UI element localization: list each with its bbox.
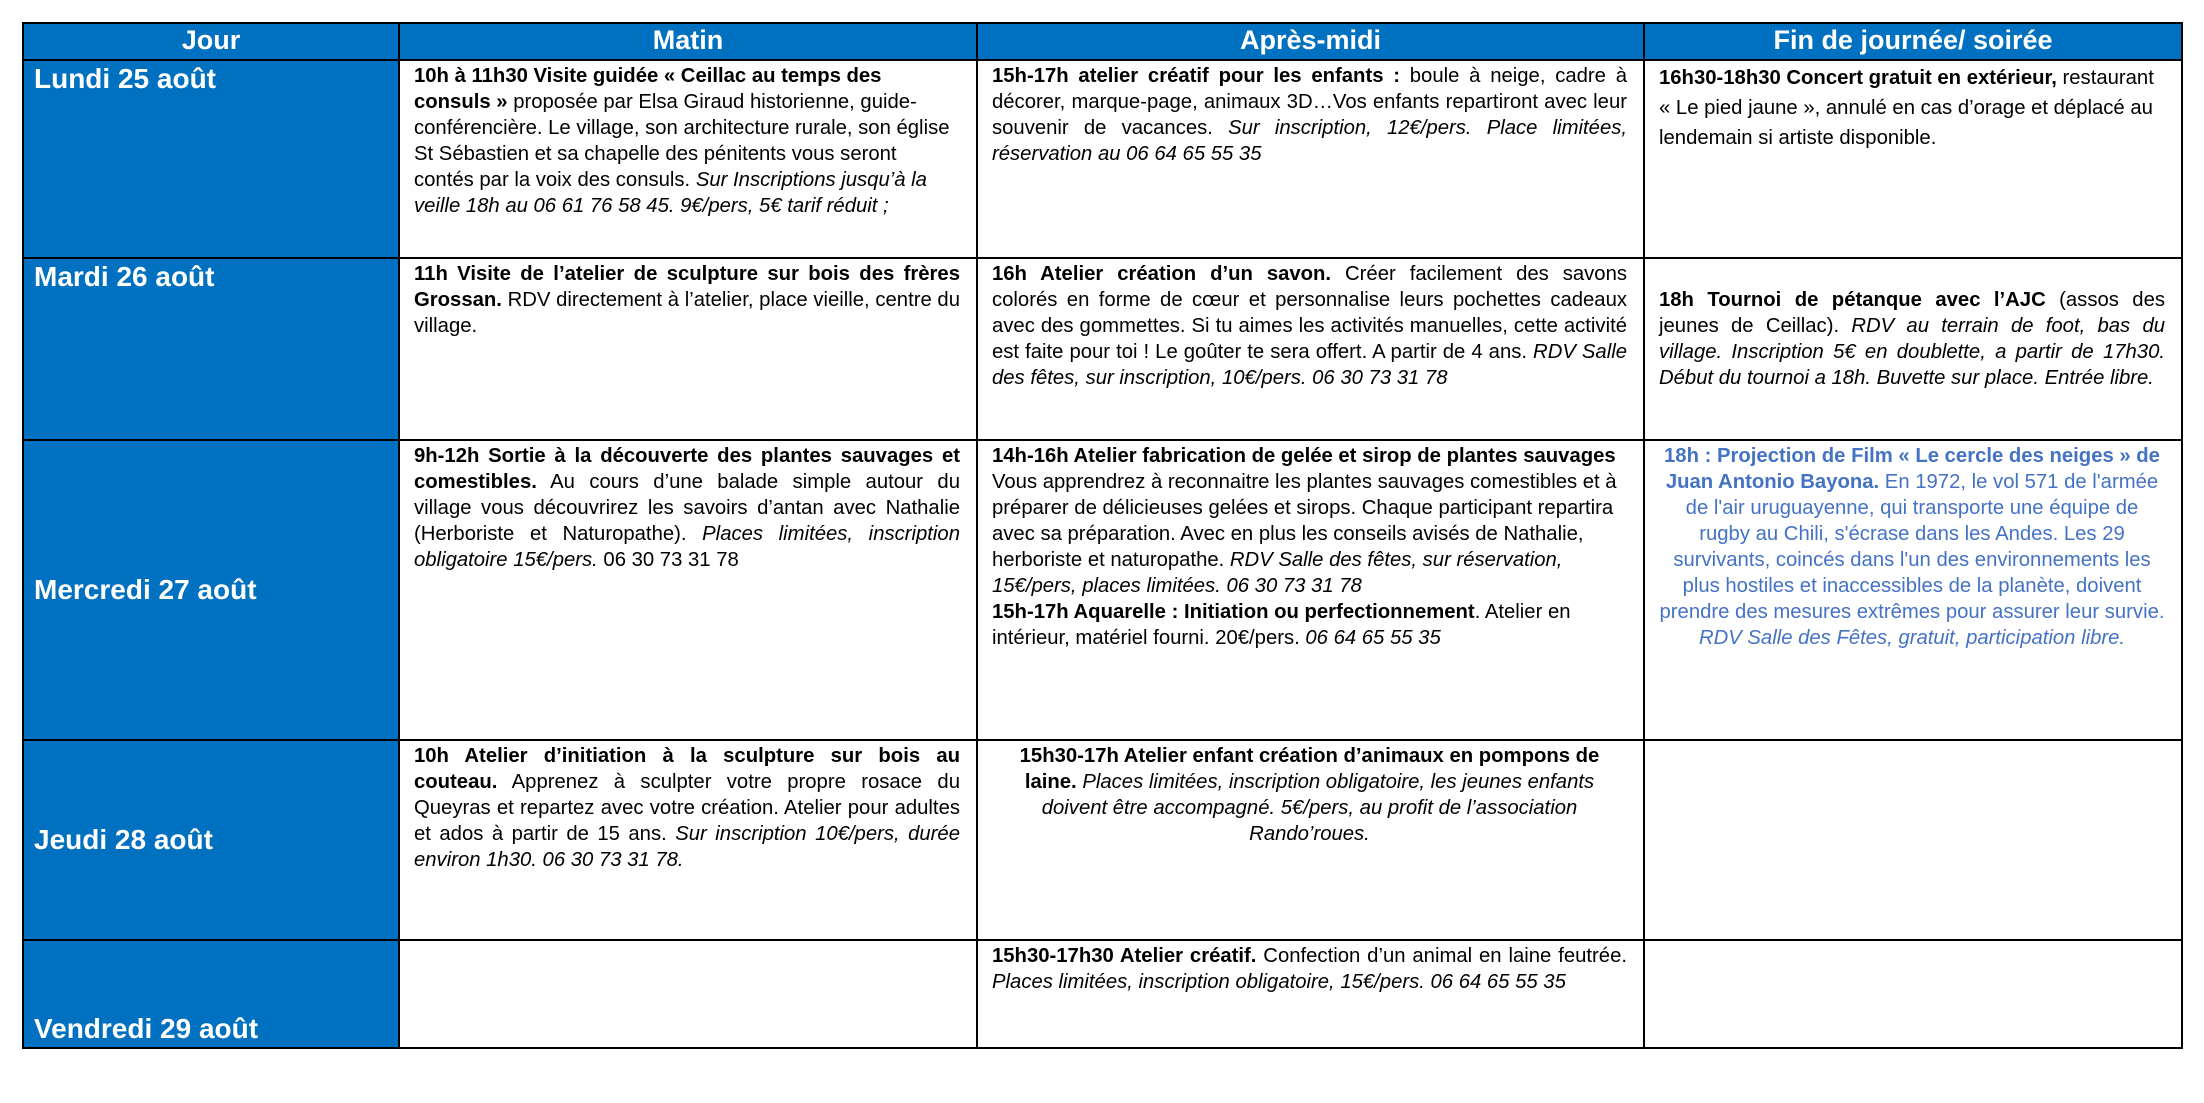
event-text: [1645, 61, 2181, 159]
text-run: Apprenez à sculpter votre propre rosace du Queyras et repartez avec votre création. Atelier pour adultes et ados à partir de 15 ans.: [414, 771, 960, 845]
cell-vendredi-apres-midi: [977, 940, 1644, 1048]
day-cell: [23, 258, 399, 440]
text-run: Sur inscription 10€/pers, durée environ 1h30. 06 30 73 31 78.: [414, 823, 960, 871]
header-apres-midi: Après-midi: [977, 23, 1644, 60]
text-run: 9h-12h Sortie à la découverte des plantes sauvages et comestibles.: [414, 445, 960, 493]
event-text: [400, 259, 976, 345]
cell-jeudi-soiree: [1644, 740, 2182, 940]
cell-mardi-apres-midi: [977, 258, 1644, 440]
text-run: 16h30-18h30 Concert gratuit en extérieur,: [1659, 67, 2057, 89]
day-cell: [23, 440, 399, 740]
header-soiree: Fin de journée/ soirée: [1644, 23, 2182, 60]
day-cell: [23, 740, 399, 940]
event-text: [978, 941, 1643, 1001]
row-vendredi: [23, 940, 2182, 1048]
schedule-table: [22, 22, 2183, 1049]
text-run: Sur inscription, 12€/pers. Place limitées, réservation au 06 64 65 55 35: [992, 117, 1628, 165]
cell-vendredi-matin: [399, 940, 977, 1048]
day-label: Jeudi 28 août: [34, 824, 213, 855]
cell-mercredi-soiree: [1644, 440, 2182, 740]
header-matin: Matin: [399, 23, 977, 60]
text-run: . Atelier en intérieur, matériel fourni. 20€/pers.: [992, 601, 1571, 649]
text-run: Sur Inscriptions jusqu’à la veille 18h au 06 61 76 58 45. 9€/pers, 5€ tarif réduit ;: [414, 169, 927, 217]
event-text: [400, 741, 976, 879]
text-run: 15h30-17h Atelier enfant création d’animaux en pompons de laine.: [1019, 745, 1600, 793]
event-text: [1645, 285, 2181, 397]
day-label: Mercredi 27 août: [34, 574, 257, 605]
cell-lundi-soiree: [1644, 60, 2182, 258]
event-text: [400, 441, 976, 579]
text-run: Vous apprendrez à reconnaitre les plantes sauvages comestibles et à préparer de délicieuses gelées et sirops. Chaque participant repartira avec sa préparation. Avec en plus les conseils avisés de Nathalie, herboriste et naturopathe.: [992, 471, 1617, 571]
row-mardi: [23, 258, 2182, 440]
text-run: 14h-16h Atelier fabrication de gelée et sirop de plantes sauvages: [992, 445, 1616, 467]
text-run: RDV Salle des fêtes, sur réservation, 15€/pers, places limitées. 06 30 73 31 78: [992, 549, 1563, 597]
row-jeudi: [23, 740, 2182, 940]
text-run: Places limitées, inscription obligatoire 15€/pers.: [414, 523, 960, 571]
cell-lundi-apres-midi: [977, 60, 1644, 258]
row-lundi: [23, 60, 2182, 258]
day-cell: [23, 60, 399, 258]
day-label: Mardi 26 août: [34, 261, 215, 292]
cell-lundi-matin: [399, 60, 977, 258]
text-run: En 1972, le vol 571 de l'armée de l'air uruguayenne, qui transporte une équipe de rugby au Chili, s'écrase dans les Andes. Les 29 survivants, coincés dans l'un des environnements les plus hostiles et inaccessibles de la planète, doivent prendre des mesures extrêmes pour assurer leur survie.: [1659, 471, 2165, 623]
text-run: 18h : Projection de Film « Le cercle des neiges » de Juan Antonio Bayona.: [1664, 445, 2160, 493]
text-run: boule à neige, cadre à décorer, marque-page, animaux 3D…Vos enfants repartiront avec leur souvenir de vacances.: [992, 65, 1627, 139]
text-run: RDV Salle des Fêtes, gratuit, participation libre.: [1698, 627, 2126, 649]
text-run: restaurant « Le pied jaune », annulé en cas d’orage et déplacé au lendemain si artiste disponible.: [1659, 67, 2154, 149]
text-run: 10h à 11h30 Visite guidée « Ceillac au temps des consuls »: [414, 65, 882, 113]
text-run: 10h Atelier d’initiation à la sculpture sur bois au couteau.: [414, 745, 960, 793]
cell-jeudi-apres-midi: [977, 740, 1644, 940]
row-mercredi: [23, 440, 2182, 740]
text-run: 18h Tournoi de pétanque avec l’AJC: [1659, 289, 2046, 311]
text-run: 15h-17h Aquarelle : Initiation ou perfectionnement: [992, 601, 1475, 623]
cell-vendredi-soiree: [1644, 940, 2182, 1048]
text-run: (assos des jeunes de Ceillac).: [1659, 289, 2165, 337]
day-cell: [23, 940, 399, 1048]
text-run: Places limitées, inscription obligatoire, 15€/pers. 06 64 65 55 35: [992, 971, 1566, 993]
cell-mercredi-matin: [399, 440, 977, 740]
text-run: Confection d’un animal en laine feutrée.: [1256, 945, 1627, 967]
text-run: 16h Atelier création d’un savon.: [992, 263, 1332, 285]
text-run: 15h-17h atelier créatif pour les enfants :: [992, 65, 1400, 87]
event-text: [978, 599, 1643, 657]
text-run: Au cours d’une balade simple autour du village vous découvrirez les savoirs d’antan avec Nathalie (Herboriste et Naturopathe).: [414, 471, 960, 545]
text-run: proposée par Elsa Giraud historienne, guide-conférencière. Le village, son architecture rurale, son église St Sébastien et sa chapelle des pénitents vous seront contés par la voix des consuls.: [414, 91, 950, 191]
header-jour: Jour: [23, 23, 399, 60]
event-text: [978, 61, 1643, 173]
cell-mardi-matin: [399, 258, 977, 440]
cell-mercredi-apres-midi: [977, 440, 1644, 740]
text-run: 06 30 73 31 78: [597, 549, 739, 571]
day-label: Lundi 25 août: [34, 63, 216, 94]
text-run: RDV directement à l’atelier, place vieille, centre du village.: [414, 289, 960, 337]
event-text: [400, 61, 976, 225]
text-run: 11h Visite de l’atelier de sculpture sur bois des frères Grossan.: [414, 263, 960, 311]
text-run: RDV au terrain de foot, bas du village. Inscription 5€ en doublette, a partir de 17h30. Début du tournoi a 18h. Buvette sur place. Entrée libre.: [1659, 315, 2165, 389]
text-run: 15h30-17h30 Atelier créatif.: [992, 945, 1257, 967]
event-text: [1645, 441, 2181, 657]
event-text: [978, 441, 1643, 599]
text-run: 06 64 65 55 35: [1305, 627, 1441, 649]
cell-mardi-soiree: [1644, 258, 2182, 440]
cell-jeudi-matin: [399, 740, 977, 940]
text-run: RDV Salle des fêtes, sur inscription, 10€/pers. 06 30 73 31 78: [992, 341, 1627, 389]
day-label: Vendredi 29 août: [34, 1013, 259, 1044]
header-row: [23, 23, 2182, 60]
event-text: [978, 741, 1643, 853]
text-run: Places limitées, inscription obligatoire, les jeunes enfants doivent être accompagné. 5€/pers, au profit de l’association Rando’roues.: [1041, 771, 1595, 845]
text-run: Créer facilement des savons colorés en forme de cœur et personnalise leurs pochettes cadeaux avec des gommettes. Si tu aimes les activités manuelles, cette activité est faite pour toi ! Le goûter te sera offert. A partir de 4 ans.: [992, 263, 1627, 363]
event-text: [978, 259, 1643, 397]
